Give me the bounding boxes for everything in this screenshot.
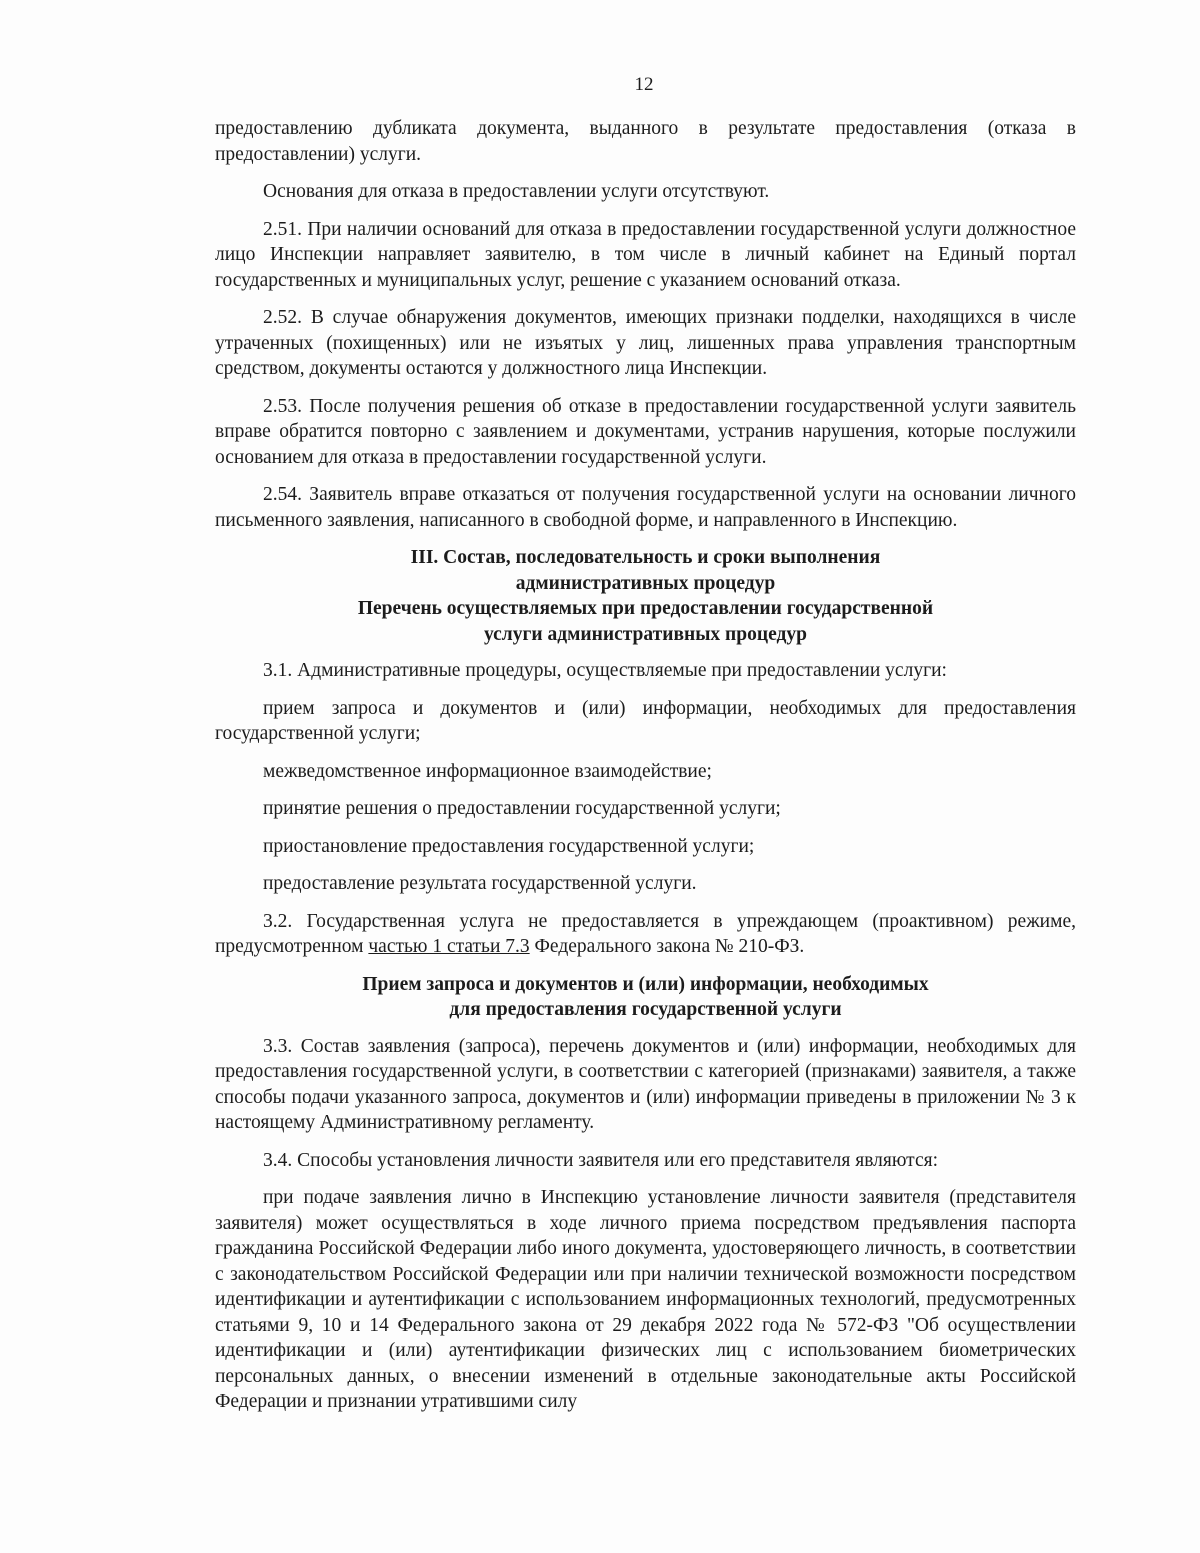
heading-line: Перечень осуществляемых при предоставлении государственной [357,598,934,619]
paragraph-2-51: 2.51. При наличии оснований для отказа в предоставлении государственной услуги должностное лицо Инспекции направляет заявителю, в том числе в личный кабинет на Единый портал государственных и муниципальных услуг, решение с указанием оснований отказа. [215,218,1076,291]
paragraph-2-54: 2.54. Заявитель вправе отказаться от получения государственной услуги на основании личного письменного заявления, написанного в свободной форме, и направленного в Инспекцию. [215,484,1076,531]
paragraph-text: Федерального закона № 210-ФЗ. [529,936,805,957]
section-3-heading [215,545,1076,647]
heading-line: III. Состав, последовательность и сроки выполнения [410,547,881,568]
list-item: приостановление предоставления государственной услуги; [263,835,755,857]
paragraph-3-1: 3.1. Административные процедуры, осуществляемые при предоставлении услуги: [263,660,947,681]
heading-line: Прием запроса и документов и (или) информации, необходимых [362,973,929,995]
heading-line: услуги административных процедур [484,623,807,645]
paragraph-2-53: 2.53. После получения решения об отказе в предоставлении государственной услуги заявитель вправе обратится повторно с заявлением и документами, устранив нарушения, которые послужили основанием для отказа в предоставлении государственной услуги. [215,395,1076,468]
list-item: принятие решения о предоставлении государственной услуги; [263,798,781,819]
paragraph-3-3: 3.3. Состав заявления (запроса), перечень документов и (или) информации, необходимых для предоставления государственной услуги, в соответствии с категорией (признаками) заявителя, а также способы подачи указанного запроса, документов и (или) информации приведены в приложении № 3 к настоящему Административному регламенту. [215,1035,1076,1133]
paragraph: при подаче заявления лично в Инспекцию установление личности заявителя (представителя заявителя) может осуществляться в ходе личного приема посредством предъявления паспорта гражданина Российской Федерации либо иного документа, удостоверяющего личность, в соответствии с законодательством Российской Федерации или при наличии технической возможности посредством идентификации и аутентификации с использованием информационных технологий, предусмотренных статьями 9, 10 и 14 Федерального закона от 29 декабря 2022 года № 572-ФЗ "Об осуществлении идентификации и (или) аутентификации физических лиц с использованием биометрических персональных данных, о внесении изменений в отдельные законодательные акты Российской Федерации и признании утратившими силу [215,1187,1076,1412]
heading-line: административных процедур [515,572,776,594]
heading-line: для предоставления государственной услуги [449,999,842,1020]
document-body [215,116,1076,1415]
paragraph-3-2 [215,909,1076,960]
page-number: 12 [634,74,654,95]
paragraph: Основания для отказа в предоставлении услуги отсутствуют. [263,181,770,202]
list-item: прием запроса и документов и (или) информации, необходимых для предоставления государственной услуги; [215,697,1076,744]
list-item: межведомственное информационное взаимодействие; [263,760,712,782]
paragraph-3-4: 3.4. Способы установления личности заявителя или его представителя являются: [263,1149,938,1171]
paragraph-text: 3.2. Государственная услуга не предоставляется в упреждающем (проактивном) режиме, предусмотренном [215,910,1076,957]
paragraph: предоставлению дубликата документа, выданного в результате предоставления (отказа в предоставлении) услуги. [215,118,1076,165]
list-item: предоставление результата государственной услуги. [263,873,697,894]
paragraph-2-52: 2.52. В случае обнаружения документов, имеющих признаки подделки, находящихся в числе утраченных (похищенных) или не изъятых у лиц, лишенных права управления транспортным средством, документы остаются у должностного лица Инспекции. [215,307,1076,379]
subsection-heading [215,972,1076,1023]
law-reference-link[interactable]: частью 1 статьи 7.3 [368,936,530,957]
